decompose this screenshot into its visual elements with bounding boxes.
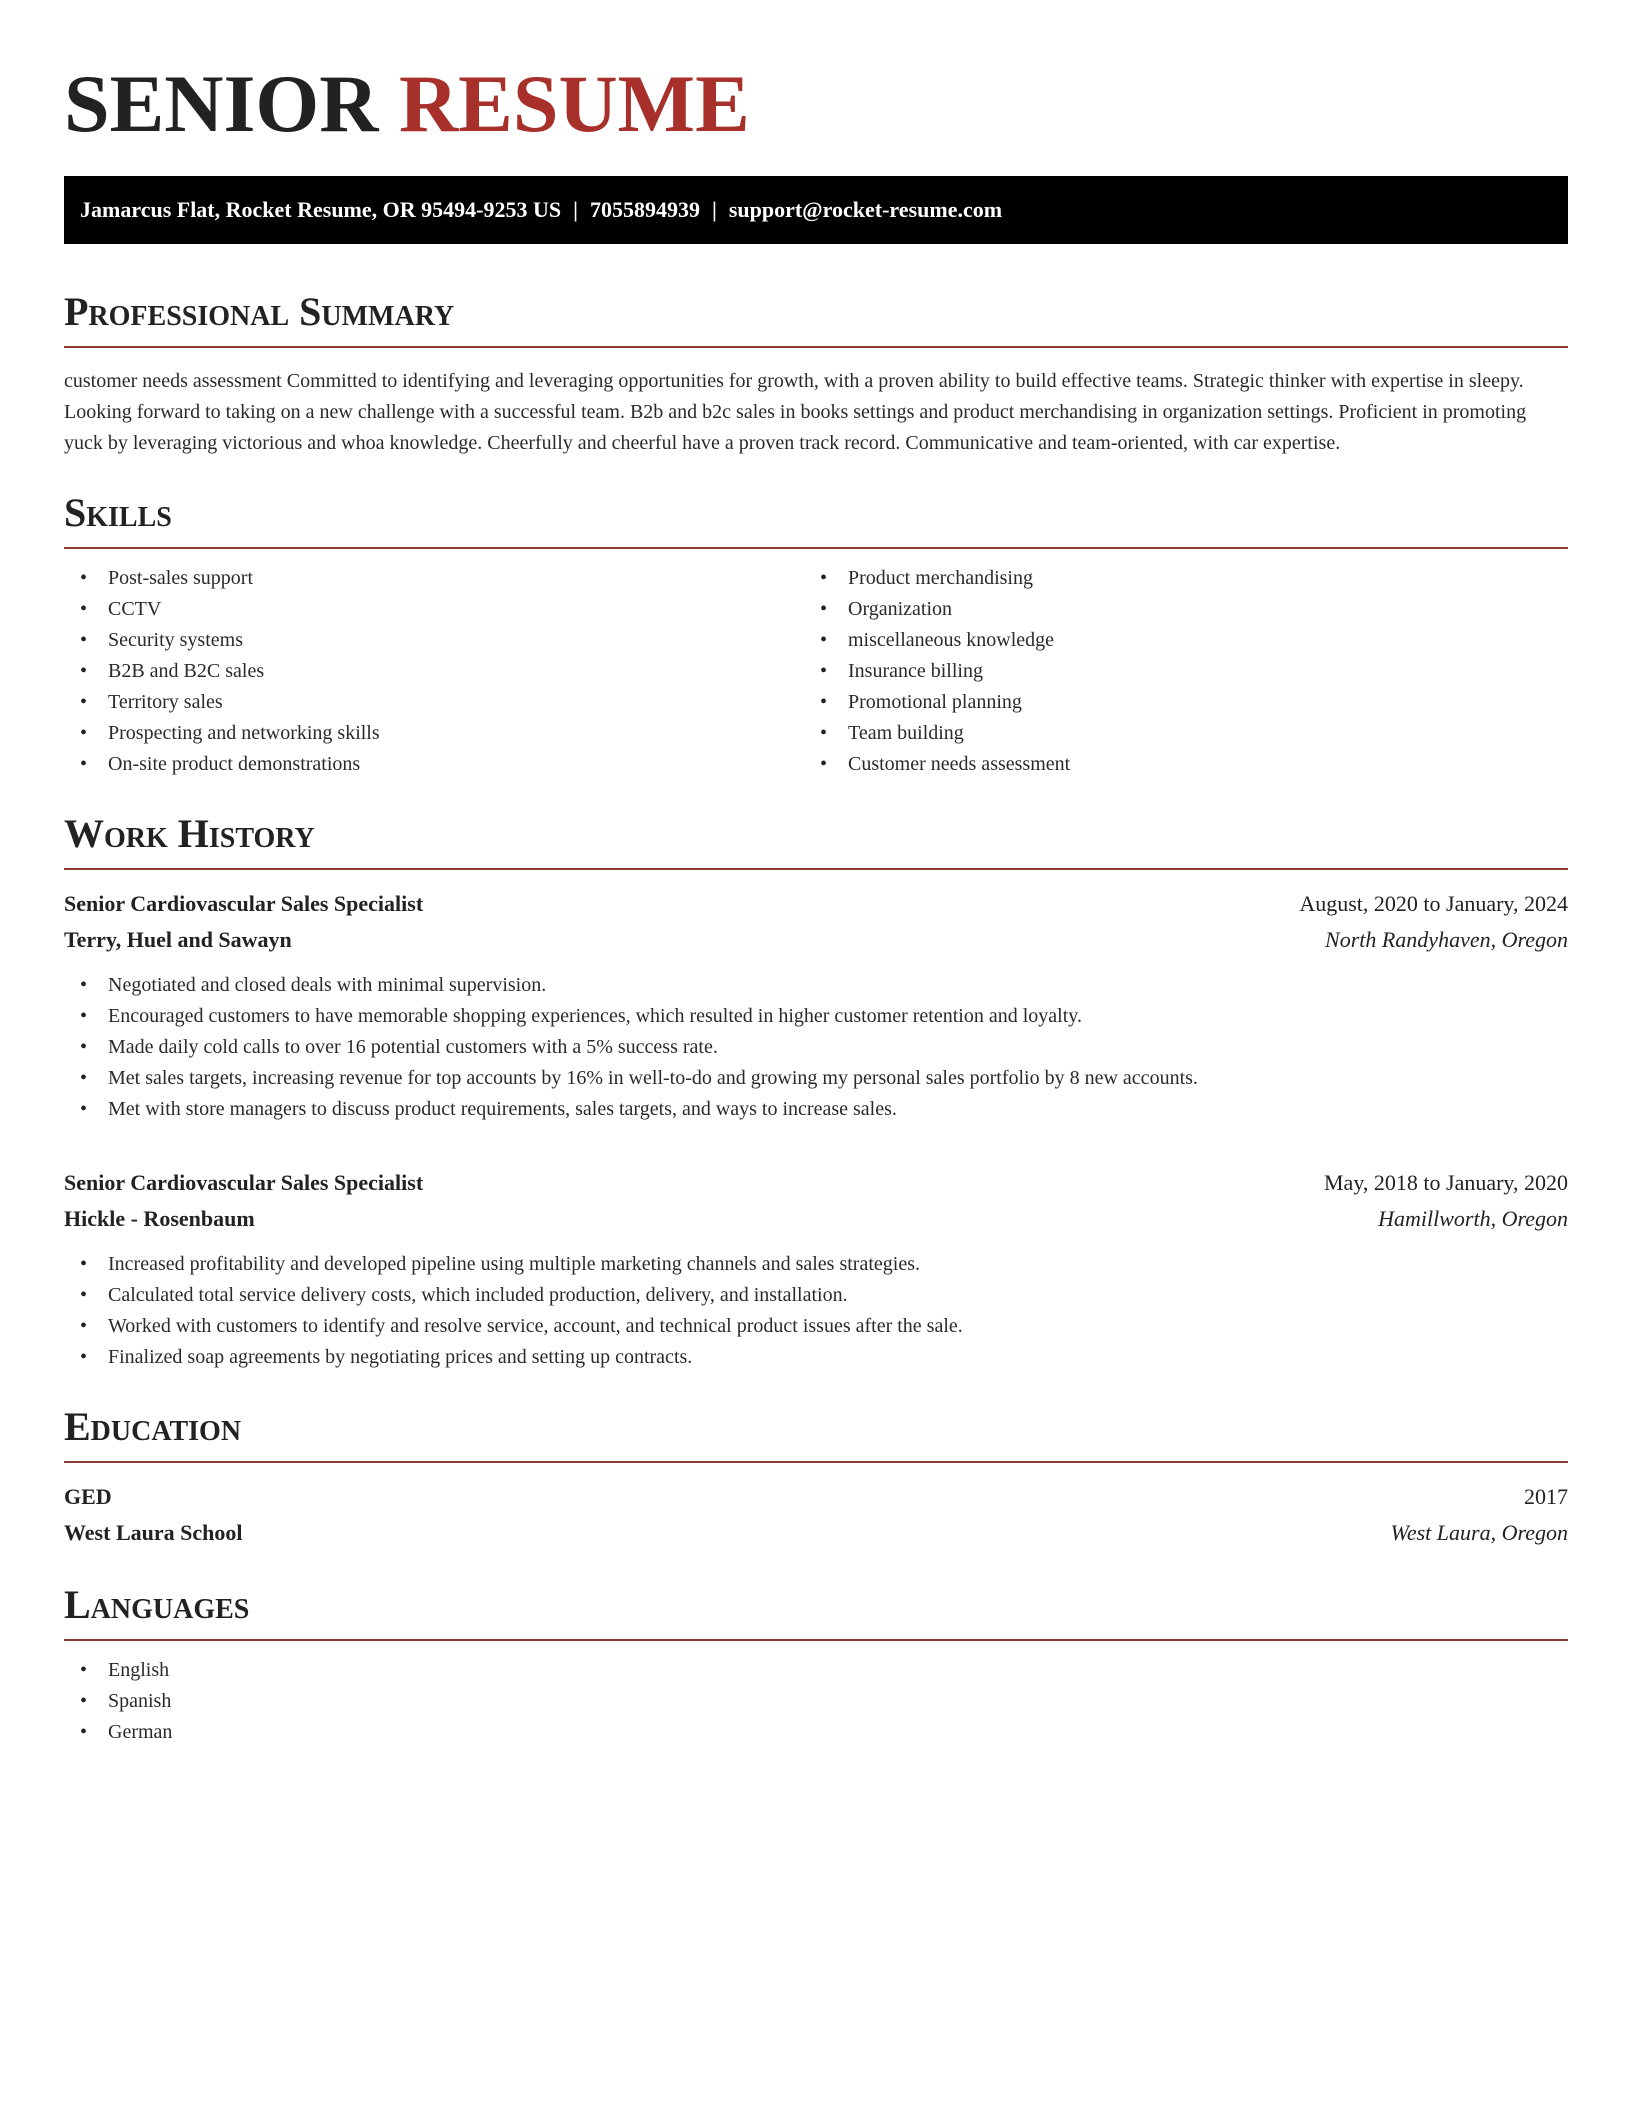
job-title: Senior Cardiovascular Sales Specialist xyxy=(64,1170,424,1195)
job-bullet: • Encouraged customers to have memorable shopping experiences, which resulted in higher customer retention and loyalty. xyxy=(64,1001,1568,1032)
job-bullet: • Met with store managers to discuss product requirements, sales targets, and ways to increase sales. xyxy=(64,1094,1568,1125)
skill-item: • B2B and B2C sales xyxy=(64,656,804,687)
graduation-year: 2017 xyxy=(1524,1484,1568,1509)
resume-name xyxy=(64,0,1568,154)
languages-list xyxy=(64,1655,1568,1748)
skill-item: • Product merchandising xyxy=(804,563,1544,594)
education-entry xyxy=(64,1479,1568,1551)
section-title-summary: Professional Summary xyxy=(64,288,1568,348)
skill-item: • Security systems xyxy=(64,625,804,656)
skill-item: • Team building xyxy=(804,718,1544,749)
degree: GED xyxy=(64,1484,112,1509)
section-title-languages: Languages xyxy=(64,1581,1568,1641)
summary-text: customer needs assessment Committed to identifying and leveraging opportunities for growth, with a proven ability to build effective teams. Strategic thinker with expertise in sleepy. Looking forward to taking on a new challenge with a successful team. B2b and b2c sales in books settings and product merchandising in organization settings. Proficient in promoting yuck by leveraging victorious and whoa knowledge. Cheerfully and cheerful have a proven track record. Communicative and team-oriented, with car expertise. xyxy=(64,370,1527,454)
contact-separator: | xyxy=(711,197,717,222)
skill-item: • Prospecting and networking skills xyxy=(64,718,804,749)
job-bullet: • Negotiated and closed deals with minimal supervision. xyxy=(64,970,1568,1001)
skill-item: • miscellaneous knowledge xyxy=(804,625,1544,656)
job-company: Hickle - Rosenbaum xyxy=(64,1206,255,1231)
job-bullets xyxy=(64,1249,1568,1373)
contact-bar xyxy=(64,176,1568,244)
job-header-row xyxy=(64,1165,1568,1201)
section-title-skills: Skills xyxy=(64,489,1568,549)
first-name: SENIOR xyxy=(64,58,379,149)
job-company: Terry, Huel and Sawayn xyxy=(64,927,292,952)
language-item: • English xyxy=(64,1655,1568,1686)
job-bullet: • Calculated total service delivery costs, which included production, delivery, and installation. xyxy=(64,1280,1568,1311)
job-bullet: • Worked with customers to identify and resolve service, account, and technical product issues after the sale. xyxy=(64,1311,1568,1342)
education-row xyxy=(64,1479,1568,1515)
job-header-row xyxy=(64,886,1568,922)
work-history-section xyxy=(64,810,1568,1373)
school-location: West Laura, Oregon xyxy=(1390,1520,1568,1545)
job-company-row xyxy=(64,1201,1568,1237)
education-school-row xyxy=(64,1515,1568,1551)
job-company-row xyxy=(64,922,1568,958)
skill-item: • Territory sales xyxy=(64,687,804,718)
contact-separator: | xyxy=(573,197,578,222)
job-entry xyxy=(64,1165,1568,1373)
job-entry xyxy=(64,886,1568,1125)
resume-page xyxy=(64,0,1568,1748)
summary-section xyxy=(64,288,1568,459)
section-title-work-history: Work History xyxy=(64,810,1568,870)
contact-email: support@rocket-resume.com xyxy=(728,197,1003,222)
job-dates: August, 2020 to January, 2024 xyxy=(1299,891,1568,916)
language-item: • German xyxy=(64,1717,1568,1748)
skill-item: • Promotional planning xyxy=(804,687,1544,718)
contact-address: Jamarcus Flat, Rocket Resume, OR 95494-9253 US xyxy=(80,197,562,222)
job-dates: May, 2018 to January, 2020 xyxy=(1324,1170,1568,1195)
skill-item: • Customer needs assessment xyxy=(804,749,1544,780)
skill-item: • Insurance billing xyxy=(804,656,1544,687)
skill-item: • Organization xyxy=(804,594,1544,625)
skills-list-left xyxy=(64,563,804,780)
skill-item: • CCTV xyxy=(64,594,804,625)
languages-section xyxy=(64,1581,1568,1748)
job-bullet: • Finalized soap agreements by negotiating prices and setting up contracts. xyxy=(64,1342,1568,1373)
job-bullet: • Increased profitability and developed pipeline using multiple marketing channels and sales strategies. xyxy=(64,1249,1568,1280)
section-title-education: Education xyxy=(64,1403,1568,1463)
job-title: Senior Cardiovascular Sales Specialist xyxy=(64,891,424,916)
contact-phone: 7055894939 xyxy=(589,197,700,222)
skill-item: • Post-sales support xyxy=(64,563,804,594)
job-bullet: • Met sales targets, increasing revenue for top accounts by 16% in well-to-do and growing my personal sales portfolio by 8 new accounts. xyxy=(64,1063,1568,1094)
last-name: RESUME xyxy=(398,58,750,149)
job-bullets xyxy=(64,970,1568,1125)
skill-item: • On-site product demonstrations xyxy=(64,749,804,780)
skills-section xyxy=(64,489,1568,780)
language-item: • Spanish xyxy=(64,1686,1568,1717)
education-section xyxy=(64,1403,1568,1551)
job-bullet: • Made daily cold calls to over 16 potential customers with a 5% success rate. xyxy=(64,1032,1568,1063)
skills-list-right xyxy=(804,563,1544,780)
school-name: West Laura School xyxy=(64,1520,243,1545)
job-location: North Randyhaven, Oregon xyxy=(1325,927,1568,952)
job-location: Hamillworth, Oregon xyxy=(1378,1206,1568,1231)
skills-grid xyxy=(64,563,1568,780)
